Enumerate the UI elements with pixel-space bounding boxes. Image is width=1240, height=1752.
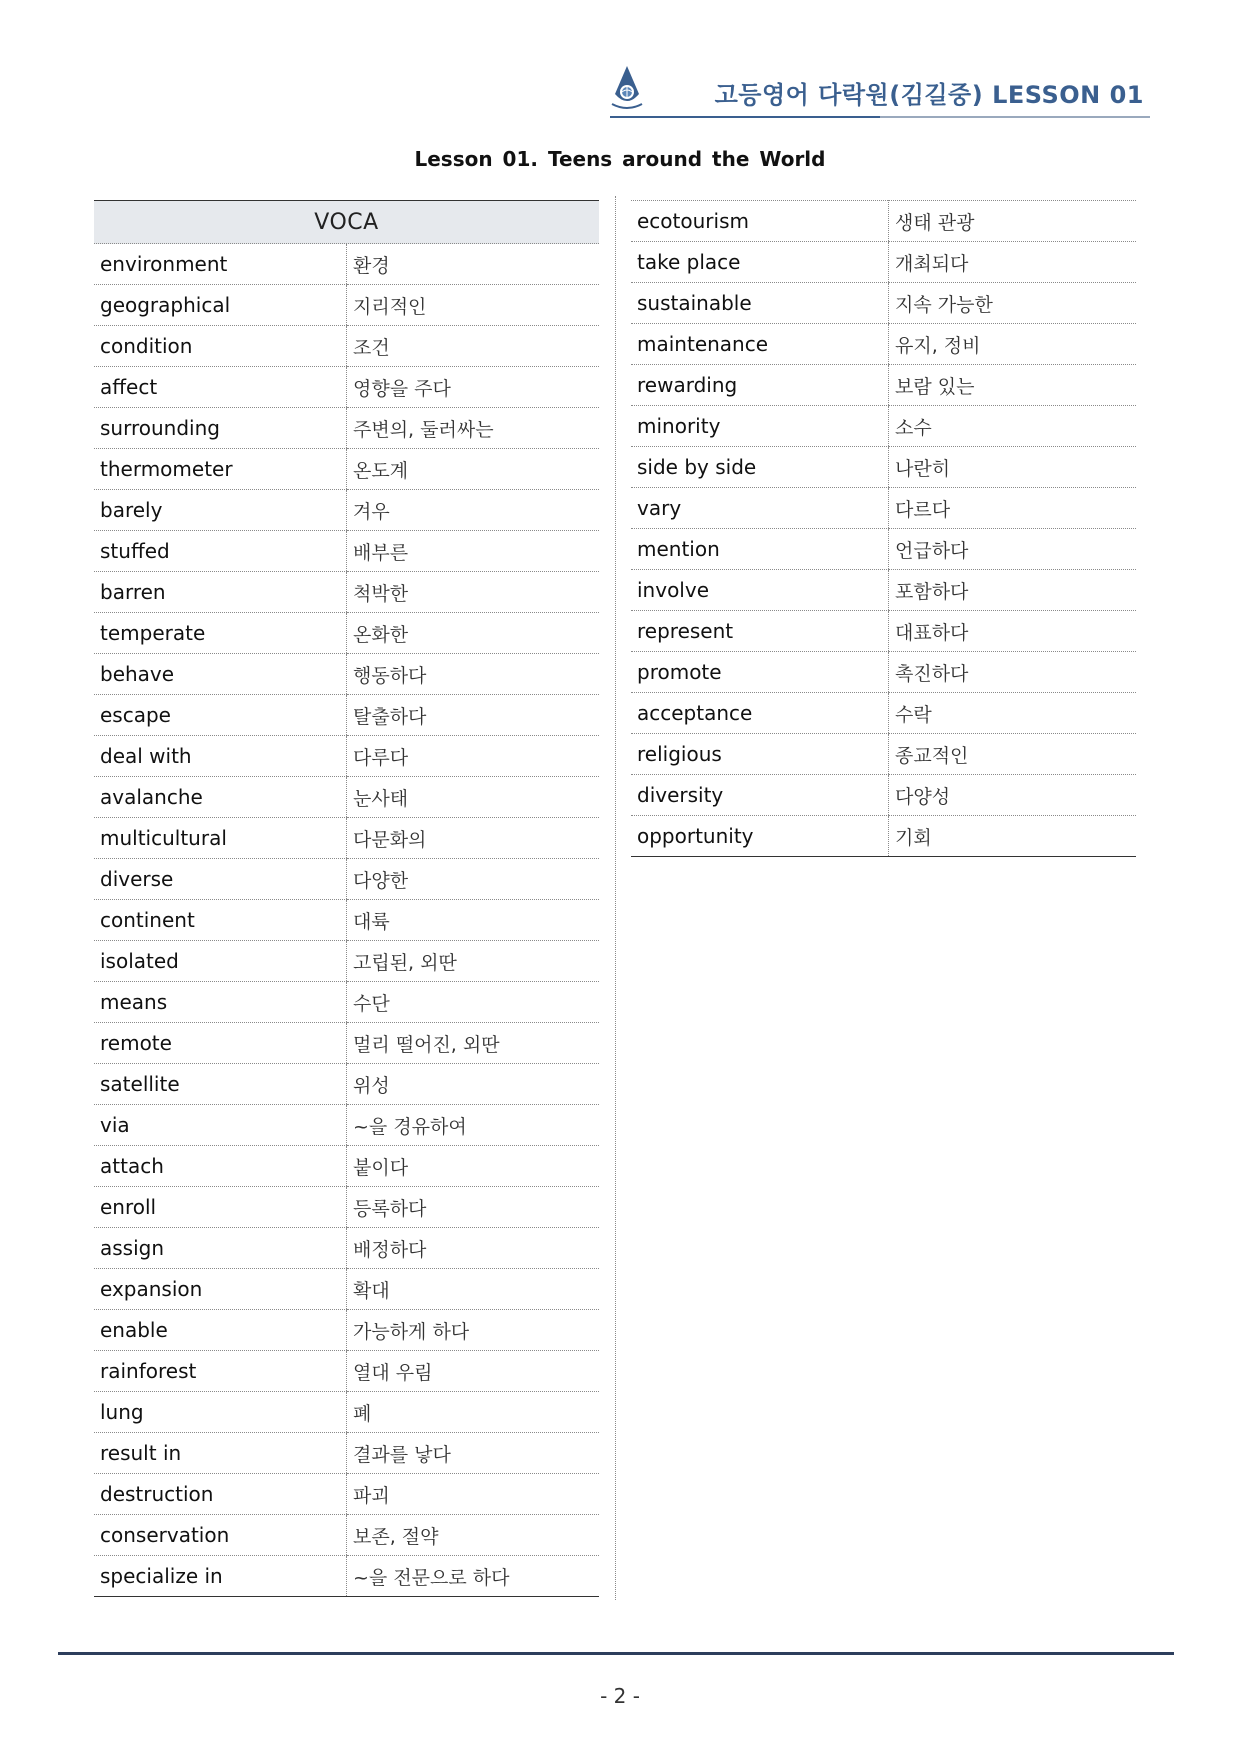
table-row [94,1351,599,1392]
korean-meaning: 기회 [889,816,1137,857]
table-row [94,1310,599,1351]
korean-meaning: 붙이다 [347,1146,600,1187]
korean-meaning: 환경 [347,244,600,285]
english-word: multicultural [94,818,347,859]
english-word: specialize in [94,1556,347,1597]
korean-meaning: 수락 [889,693,1137,734]
table-row [631,816,1136,857]
table-row [631,447,1136,488]
column-divider [615,196,616,1600]
korean-meaning: 온도계 [347,449,600,490]
table-row [631,775,1136,816]
english-word: lung [94,1392,347,1433]
english-word: rainforest [94,1351,347,1392]
korean-meaning: 다양한 [347,859,600,900]
english-word: conservation [94,1515,347,1556]
korean-meaning: 포함하다 [889,570,1137,611]
table-row [94,244,599,285]
korean-meaning: 등록하다 [347,1187,600,1228]
table-row [631,201,1136,242]
english-word: minority [631,406,889,447]
table-row [631,611,1136,652]
table-row [94,859,599,900]
korean-meaning: 수단 [347,982,600,1023]
table-row [94,736,599,777]
table-row [94,982,599,1023]
english-word: surrounding [94,408,347,449]
table-row [94,1269,599,1310]
korean-meaning: ~을 전문으로 하다 [347,1556,600,1597]
table-row [631,529,1136,570]
english-word: enable [94,1310,347,1351]
english-word: destruction [94,1474,347,1515]
english-word: involve [631,570,889,611]
english-word: mention [631,529,889,570]
korean-meaning: 다루다 [347,736,600,777]
english-word: stuffed [94,531,347,572]
english-word: ecotourism [631,201,889,242]
korean-meaning: 가능하게 하다 [347,1310,600,1351]
footer-rule [58,1652,1174,1655]
korean-meaning: 다르다 [889,488,1137,529]
table-row [94,777,599,818]
korean-meaning: 나란히 [889,447,1137,488]
table-row [94,1474,599,1515]
table-header-row [94,201,599,244]
korean-meaning: 위성 [347,1064,600,1105]
table-row [94,654,599,695]
english-word: continent [94,900,347,941]
korean-meaning: 보존, 절약 [347,1515,600,1556]
table-row [94,613,599,654]
english-word: result in [94,1433,347,1474]
korean-meaning: 눈사태 [347,777,600,818]
table-row [94,449,599,490]
english-word: deal with [94,736,347,777]
english-word: enroll [94,1187,347,1228]
english-word: temperate [94,613,347,654]
fountain-pen-nib-globe-icon [610,64,644,110]
english-word: condition [94,326,347,367]
english-word: maintenance [631,324,889,365]
table-row [94,1105,599,1146]
english-word: take place [631,242,889,283]
english-word: barren [94,572,347,613]
korean-meaning: 소수 [889,406,1137,447]
korean-meaning: 지속 가능한 [889,283,1137,324]
english-word: promote [631,652,889,693]
english-word: opportunity [631,816,889,857]
english-word: vary [631,488,889,529]
table-row [94,367,599,408]
korean-meaning: 유지, 정비 [889,324,1137,365]
table-row [94,1187,599,1228]
korean-meaning: 다문화의 [347,818,600,859]
header-rule-accent [880,116,1150,118]
korean-meaning: ~을 경유하여 [347,1105,600,1146]
table-row [94,285,599,326]
vocab-table-right [631,200,1136,857]
korean-meaning: 종교적인 [889,734,1137,775]
table-row [94,1556,599,1597]
korean-meaning: 멀리 떨어진, 외딴 [347,1023,600,1064]
english-word: via [94,1105,347,1146]
korean-meaning: 대륙 [347,900,600,941]
table-row [94,1515,599,1556]
english-word: acceptance [631,693,889,734]
english-word: environment [94,244,347,285]
vocab-table-left [94,200,599,1597]
table-row [631,488,1136,529]
korean-meaning: 대표하다 [889,611,1137,652]
table-row [94,695,599,736]
korean-meaning: 온화한 [347,613,600,654]
korean-meaning: 생태 관광 [889,201,1137,242]
korean-meaning: 폐 [347,1392,600,1433]
table-row [94,941,599,982]
table-row [94,1023,599,1064]
korean-meaning: 고립된, 외딴 [347,941,600,982]
table-row [631,734,1136,775]
english-word: avalanche [94,777,347,818]
table-row [94,572,599,613]
korean-meaning: 개최되다 [889,242,1137,283]
english-word: escape [94,695,347,736]
korean-meaning: 탈출하다 [347,695,600,736]
korean-meaning: 보람 있는 [889,365,1137,406]
english-word: geographical [94,285,347,326]
english-word: affect [94,367,347,408]
korean-meaning: 확대 [347,1269,600,1310]
english-word: barely [94,490,347,531]
table-row [631,652,1136,693]
korean-meaning: 배정하다 [347,1228,600,1269]
korean-meaning: 결과를 낳다 [347,1433,600,1474]
table-row [631,242,1136,283]
table-row [631,365,1136,406]
table-row [94,1064,599,1105]
korean-meaning: 영향을 주다 [347,367,600,408]
table-row [631,406,1136,447]
korean-meaning: 주변의, 둘러싸는 [347,408,600,449]
english-word: side by side [631,447,889,488]
english-word: assign [94,1228,347,1269]
table-row [94,531,599,572]
voca-heading: VOCA [94,201,599,244]
table-row [94,818,599,859]
document-title: Lesson 01. Teens around the World [414,147,826,171]
page-header [610,60,1150,118]
english-word: remote [94,1023,347,1064]
korean-meaning: 파괴 [347,1474,600,1515]
english-word: diversity [631,775,889,816]
korean-meaning: 겨우 [347,490,600,531]
english-word: means [94,982,347,1023]
table-row [94,1228,599,1269]
english-word: diverse [94,859,347,900]
table-row [94,900,599,941]
korean-meaning: 열대 우림 [347,1351,600,1392]
korean-meaning: 지리적인 [347,285,600,326]
korean-meaning: 다양성 [889,775,1137,816]
korean-meaning: 배부른 [347,531,600,572]
page-number: - 2 - [600,1684,640,1708]
table-row [631,283,1136,324]
english-word: represent [631,611,889,652]
english-word: satellite [94,1064,347,1105]
english-word: isolated [94,941,347,982]
korean-meaning: 행동하다 [347,654,600,695]
english-word: rewarding [631,365,889,406]
table-row [94,1146,599,1187]
english-word: expansion [94,1269,347,1310]
korean-meaning: 조건 [347,326,600,367]
english-word: sustainable [631,283,889,324]
table-row [94,326,599,367]
english-word: attach [94,1146,347,1187]
english-word: religious [631,734,889,775]
table-row [94,1433,599,1474]
table-row [94,490,599,531]
english-word: behave [94,654,347,695]
header-title: 고등영어 다락원(김길중) LESSON 01 [714,81,1144,109]
table-row [631,324,1136,365]
table-row [94,408,599,449]
english-word: thermometer [94,449,347,490]
table-row [631,693,1136,734]
table-row [94,1392,599,1433]
korean-meaning: 촉진하다 [889,652,1137,693]
korean-meaning: 척박한 [347,572,600,613]
korean-meaning: 언급하다 [889,529,1137,570]
table-row [631,570,1136,611]
